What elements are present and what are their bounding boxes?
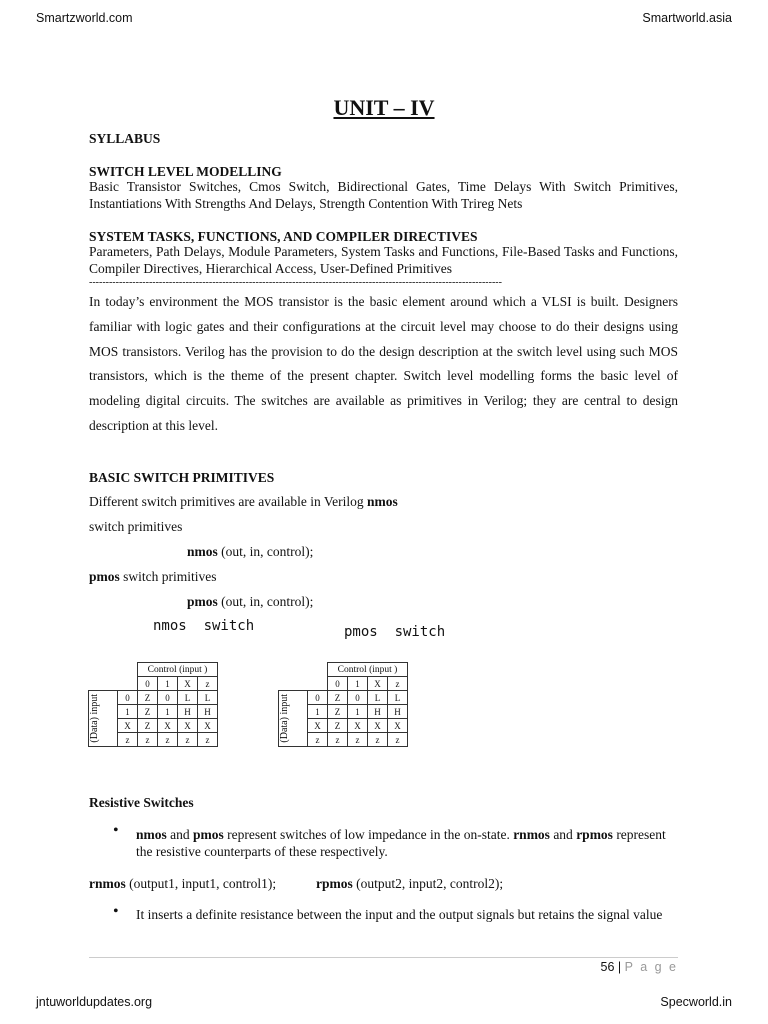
section-text-switch-level: Basic Transistor Switches, Cmos Switch, Bidirectional Gates, Time Delays With Switch Primitives, Instantiations With Strengths And Delays, Strength Contention With Trireg Nets (89, 179, 678, 211)
table-control-label: Control (input ) (328, 663, 408, 677)
table-row-header: 1 (308, 705, 328, 719)
table-cell: L (178, 691, 198, 705)
pmos-keyword-2: pmos (187, 594, 218, 609)
bullet-dot-icon: • (113, 903, 119, 920)
pmos-truth-table (278, 662, 408, 747)
page-number-value: 56 (600, 960, 615, 974)
intro-paragraph: In today’s environment the MOS transistor is the basic element around which a VLSI is built. Designers familiar with logic gates and their configurations at the circuit level may choose to do their designs using MOS transistors. Verilog has the provision to do the design description at the switch level using such MOS transistors, which is the theme of the present chapter. Switch level modelling forms the basic level of modeling digital circuits. The switches are available as primitives in Verilog; they are central to design description at this level. (89, 294, 678, 433)
page-title: UNIT – IV (333, 95, 435, 120)
table-cell: Z (138, 719, 158, 733)
table-col-header: z (388, 677, 408, 691)
divider-line: ---------------------------------------------------------------------------------------------------------------------------- (89, 278, 502, 288)
table-cell: z (368, 733, 388, 747)
table-row-header: X (308, 719, 328, 733)
nmos-syntax (187, 544, 313, 560)
resistive-bullet-2: It inserts a definite resistance between the input and the output signals but retains the signal value (136, 907, 663, 922)
table-empty-cell (279, 677, 308, 691)
bullet1-run: and (549, 827, 577, 842)
rpmos-keyword: rpmos (316, 876, 353, 891)
table-cell: H (368, 705, 388, 719)
resistive-heading: Resistive Switches (89, 795, 194, 810)
footer-right-site[interactable]: Specworld.in (660, 995, 732, 1009)
page-number-sep: | (614, 960, 625, 974)
table-cell: H (178, 705, 198, 719)
table-col-header: X (368, 677, 388, 691)
basic-line1-bold: nmos (367, 494, 398, 509)
pmos-args: (out, in, control); (217, 594, 314, 609)
page-number (601, 960, 679, 974)
table-row-header: z (308, 733, 328, 747)
table-col-header: 0 (138, 677, 158, 691)
table-cell: Z (328, 691, 348, 705)
rnmos-syntax (89, 876, 276, 892)
table-cell: 1 (348, 705, 368, 719)
bullet1-run: rpmos (576, 827, 613, 842)
table-cell: X (178, 719, 198, 733)
section-heading-system-tasks: SYSTEM TASKS, FUNCTIONS, AND COMPILER DIRECTIVES (89, 229, 478, 244)
basic-line1-text: Different switch primitives are available in Verilog (89, 494, 368, 509)
pmos-keyword: pmos (89, 569, 120, 584)
table-col-header: 1 (158, 677, 178, 691)
table-empty-cell (89, 663, 118, 677)
table-empty-cell (118, 677, 138, 691)
bullet1-run: nmos (136, 827, 167, 842)
table-empty-cell (308, 663, 328, 677)
footer-divider (89, 957, 678, 958)
table-cell: z (158, 733, 178, 747)
table-side-label: (Data) input (89, 694, 100, 743)
pmos-switch-title: pmos switch (344, 624, 446, 640)
table-cell: z (198, 733, 218, 747)
pmos-line-rest: switch primitives (119, 569, 217, 584)
basic-switch-heading: BASIC SWITCH PRIMITIVES (89, 470, 275, 485)
nmos-keyword: nmos (187, 544, 218, 559)
table-empty-cell (279, 663, 308, 677)
nmos-switch-title: nmos switch (153, 618, 255, 634)
table-row-header: X (118, 719, 138, 733)
section-heading-switch-level: SWITCH LEVEL MODELLING (89, 164, 282, 179)
bullet1-run: represent the resistive counterparts of these respectively. (136, 827, 666, 859)
table-row-header: 0 (118, 691, 138, 705)
bullet1-run: pmos (193, 827, 224, 842)
rnmos-keyword: rnmos (89, 876, 126, 891)
table-empty-cell (89, 677, 118, 691)
table-row-header: 1 (118, 705, 138, 719)
table-cell: H (198, 705, 218, 719)
table-cell: X (368, 719, 388, 733)
table-col-header: 0 (328, 677, 348, 691)
bullet-dot-icon: • (113, 822, 119, 839)
pmos-syntax (187, 594, 313, 610)
table-cell: X (198, 719, 218, 733)
resistive-bullet-1 (136, 826, 681, 860)
table-cell: 1 (158, 705, 178, 719)
footer-left-site[interactable]: jntuworldupdates.org (36, 995, 153, 1009)
table-row-header: 0 (308, 691, 328, 705)
table-cell: z (138, 733, 158, 747)
table-empty-cell (308, 677, 328, 691)
section-text-system-tasks: Parameters, Path Delays, Module Parameters, System Tasks and Functions, File-Based Tasks and Functions, Compiler Directives, Hierarchical Access, User-Defined Primitives (89, 244, 678, 276)
table-cell: Z (328, 705, 348, 719)
table-col-header: z (198, 677, 218, 691)
rpmos-args: (output2, input2, control2); (352, 876, 504, 891)
table-cell: 0 (348, 691, 368, 705)
syllabus-label: SYLLABUS (89, 131, 161, 146)
table-row-header: z (118, 733, 138, 747)
header-right-site[interactable]: Smartworld.asia (642, 11, 732, 25)
table-cell: Z (138, 691, 158, 705)
table-cell: 0 (158, 691, 178, 705)
table-side-label: (Data) input (279, 694, 290, 743)
table-cell: z (178, 733, 198, 747)
basic-line2: switch primitives (89, 519, 183, 534)
nmos-args: (out, in, control); (217, 544, 314, 559)
table-col-header: 1 (348, 677, 368, 691)
table-cell: X (158, 719, 178, 733)
table-empty-cell (118, 663, 138, 677)
table-cell: z (328, 733, 348, 747)
table-cell: z (348, 733, 368, 747)
bullet1-run: represent switches of low impedance in the on-state. (223, 827, 514, 842)
bullet1-run: rnmos (513, 827, 550, 842)
table-col-header: X (178, 677, 198, 691)
page-number-label: P a g e (624, 960, 678, 974)
basic-line1 (89, 494, 398, 510)
bullet1-run: and (166, 827, 194, 842)
table-cell: L (368, 691, 388, 705)
table-cell: H (388, 705, 408, 719)
table-side-label-cell (279, 691, 308, 747)
table-cell: X (348, 719, 368, 733)
table-cell: Z (138, 705, 158, 719)
nmos-truth-table (88, 662, 218, 747)
table-cell: z (388, 733, 408, 747)
table-cell: L (388, 691, 408, 705)
pmos-line (89, 569, 217, 585)
table-control-label: Control (input ) (138, 663, 218, 677)
rnmos-args: (output1, input1, control1); (125, 876, 277, 891)
table-cell: Z (328, 719, 348, 733)
rpmos-syntax (316, 876, 503, 892)
table-side-label-cell (89, 691, 118, 747)
table-cell: L (198, 691, 218, 705)
table-cell: X (388, 719, 408, 733)
header-left-site[interactable]: Smartzworld.com (36, 11, 133, 25)
